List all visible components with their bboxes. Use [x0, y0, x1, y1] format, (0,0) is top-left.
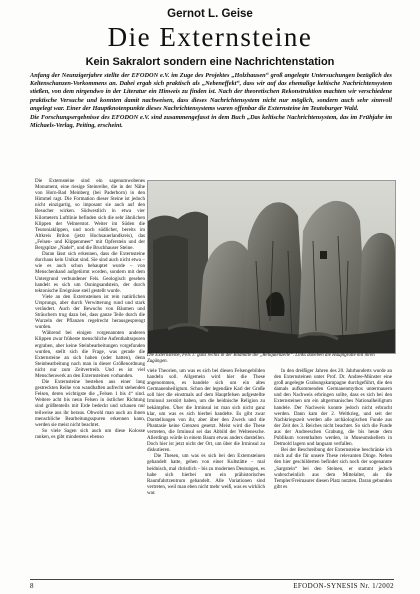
body-paragraph: Bei der Beschreibung der Externsteine beschränke ich mich auf die für unsere These relevanten Dinge. Neben den hier geschilderten befindet sich noch der sogenannte „Sargstein“ bei den Steinen, er stammt jedoch wahrscheinlich aus dem Mittelalter, als die Templer/Freimaurer diesen Platz nutzten. Daran gebunden gibt es — [274, 447, 392, 490]
body-paragraph: Die Externsteine sind ein sagenumwobenes Monument, eine riesige Steinreihe, die in der Nähe von Horn-Bad Meinberg (bei Paderborn) in den Himmel ragt. Die Formation dieser Steine ist jedoch nicht einzigartig, so imposant sie auch auf den Besucher wirken. Südwestlich in etwa vier Kilometern Luftlinie befinden sich die sehr ähnlichen Klippen der Velmerstot. Weiter im Süden die Teutoniaklippen, und noch südlicher, bereits im Altkreis Brilon (jetzt Hochsauerlandkreis), das „Felsen- und Klippenmeer“ mit Opferstein und der Bergspitze „Nadel“, und die Bruchhauser Steine. — [35, 178, 145, 252]
journal-name: EFODON-SYNESIS Nr. 1/2002 — [293, 582, 394, 590]
intro-paragraph: Die Forschungsergebnisse des EFODON e.V. sind zusammengefasst in dem Buch „Das keltische Nachrichtensystem, das im Frühjahr im Michaels-Verlag, Peiting, erscheint. — [30, 114, 392, 130]
externsteine-photo — [147, 180, 396, 354]
body-paragraph: Während bei einigen vorgenannten anderen Klippen zwar früheste menschliche Aufenthaltsspuren ergraben, aber keine Steinbearbeitungen vorgefunden wurden, stellt sich die Frage, was gerade die Externsteine an sich haben (oder hatten), denn Steinbearbeitung nach man in dieser Größenordnung nicht nur zum Zeitvertreib. Und es ist viel Menschenwerk an den Externsteinen vorhanden. — [35, 330, 145, 379]
article-subtitle: Kein Sakralort sondern eine Nachrichtenstation — [85, 56, 335, 68]
intro-paragraph: Anfang der Neunzigerjahre stellte der EFODON e.V. im Zuge des Projektes „Holzhausen“ groß angelegte Untersuchungen bezüglich des Keltenschanzen-Vorkommens an. Dabei ergab sich praktisch als „Nebeneffekt“, dass wir auf das ehemalige keltische Nachrichtensystem stießen, von dem nirgendwo in der Literatur ein Hinweis zu finden ist. Nach der theoretischen Rekonstruktion machten wir verschiedene praktische Versuche und konnten damit nachweisen, dass dieses Nachrichtensystem nicht nur möglich, sondern auch sehr sinnvoll angelegt war. Einer der Hauptknotenpunkte dieses Nachrichtensystems waren offenbar die Externsteine im Teutoburger Wald. — [30, 72, 392, 112]
body-paragraph: Die Thesen, um was es sich bei den Externsteinen gehandelt hatte, gehen von einer Kultstätte – mal heidnisch, mal christlich – bis zu modernen Deutungen, es habe sich hierbei um ein prähistorisches Raumfahrtzentrum gehandelt. Alle Variationen sind vertreten, weil man eben nicht mehr weiß, was es wirklich war. — [147, 453, 265, 496]
footer-divider — [30, 579, 394, 580]
body-paragraph: Viele an den Externsteinen ist rein natürlichen Ursprungs, aber durch Verwitterung rund und stark verändert. Auch der Bewuchs von Bäumen und Sträuchern trug dazu bei, dass ganze Teile durch die Wurzeln der Pflanzen regelrecht herausgesprengt wurden. — [35, 293, 145, 331]
author-name: Gernot L. Geise — [167, 8, 253, 20]
body-paragraph: Die Externsteine bestehen aus einer lang gestreckten Reihe von wandhaften aufrecht stehenden Felsen, deren wichtigste die „Felsen 1 bis 4“ sind. Weitere acht bis neun Felsen in östlicher Richtung sind größtenteils mit Erde bedeckt und schauen nur teilweise aus ihr heraus. Obwohl man auch an ihnen menschliche Bearbeitungsspuren erkennen kann, werden sie meist nicht beachtet. — [35, 379, 145, 428]
article-title: Die Externsteine — [107, 22, 313, 52]
body-paragraph: In den dreißiger Jahren des 20. Jahrhunderts wurde an den Externsteinen unter Prof. Dr. Andree-Münster eine groß angelegte Grabungskampagne durchgeführt, die den damals aufkommenden Germanenmythos untermauern und den Nachweis erbringen sollte, dass es sich bei den Externsteinen um ein altgermanisches Nationalheiligtum handele. Der Nachweis konnte jedoch nicht erbracht werden. Dann kam der 2. Weltkrieg, und seit der Nachkriegszeit werden alle archäologischen Funde aus der Zeit des 3. Reiches nicht beachtet. So sich die Funde aus der Andreeschen Grabung, die bis heute dem Publikum vorenthalten werden, in Museumskellern in Detmold lagern und langsam verfallen. — [274, 368, 392, 448]
text-column-left — [35, 178, 145, 580]
body-paragraph: Daran lässt sich erkennen, dass die Externsteine durchaus kein Unikat sind. Sie sind auch nicht etwa – wie es auch schon behauptet wurde – von Menschenhand aufgetürmt worden, sondern mit dem Untergrund verbundener Fels. Geologisch gesehen handelt es sich um Osningsandstein, der durch tektonische Ereignisse steil gestellt wurde. — [35, 251, 145, 294]
text-column-middle — [147, 368, 265, 580]
page-number: 8 — [30, 582, 34, 590]
body-paragraph: So viele Sagen sich auch um diese Kolosse ranken, es gibt mindestens ebenso — [35, 427, 145, 440]
text-column-right — [274, 368, 392, 580]
body-paragraph: viele Theorien, um was es sich bei diesen Felsengebilden handeln soll. Allgemein wird hier die These angenommen, es handele sich um ein altes Germanenheiligtum. Schon der legendäre Karl der Große soll hier die einstmals auf dem Hauptfelsen aufgestellte Irminsul zerstört haben, um die heidnische Religion zu bekämpfen. Über die Irminsul ist man sich nicht ganz klar, um was es sich hierbei handelte. Es gibt zwar Darstellungen von ihr, aber über den Zweck und die Phantasie keine Grenzen gesetzt. Meist wird die These vertreten, die Irminsul sei das Abbild der Weltenesche. Allerdings würde in einem Baum etwas anders darstellen. Doch hier ist jetzt nicht der Ort, um über die Irminsul zu diskutieren. — [147, 368, 265, 454]
intro-lead — [30, 72, 392, 131]
photo-caption: Die Externsteine, Fels 1: ganz rechts in der Bildmitte die „Reliquienzelle“. Links daneben die Hauptgrotte mit ihren Zugängen. — [147, 353, 375, 364]
